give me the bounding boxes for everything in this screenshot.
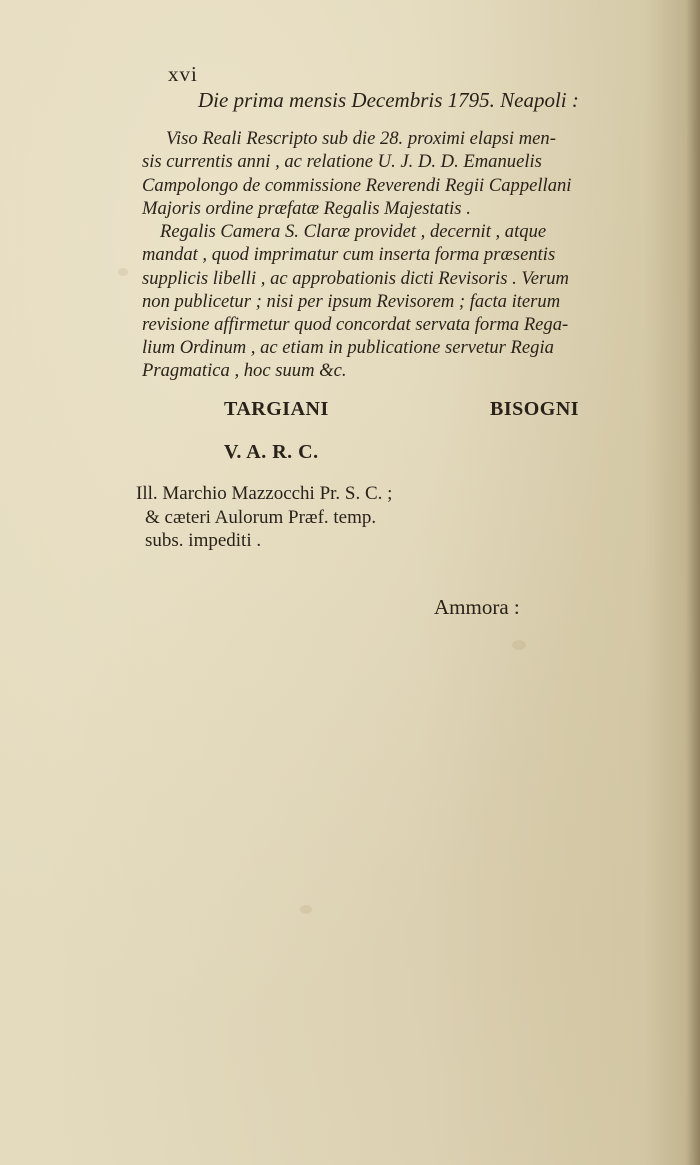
decree-date-heading: Die prima mensis Decembris 1795. Neapoli :: [198, 88, 579, 112]
signature-right: BISOGNI: [490, 398, 580, 420]
foxing-spot: [512, 640, 526, 650]
text-line: Viso Reali Rescripto sub die 28. proximi elapsi men-: [166, 128, 556, 149]
text-line: Ill. Marchio Mazzocchi Pr. S. C. ;: [136, 483, 393, 504]
foxing-spot: [300, 905, 312, 914]
text-line: subs. impediti .: [145, 530, 262, 551]
text-line: Pragmatica , hoc suum &c.: [142, 360, 347, 381]
text-line: revisione affirmetur quod concordat servata forma Rega-: [142, 314, 569, 335]
text-line: supplicis libelli , ac approbationis dicti Revisoris . Verum: [142, 268, 569, 289]
text-line: lium Ordinum , ac etiam in publicatione servetur Regia: [142, 337, 554, 358]
text-line: Majoris ordine præfatæ Regalis Majestatis .: [142, 198, 471, 219]
text-line: mandat , quod imprimatur cum inserta forma præsentis: [142, 244, 556, 265]
text-line: & cæteri Aulorum Præf. temp.: [145, 507, 377, 528]
text-line: Regalis Camera S. Claræ providet , decernit , atque: [160, 221, 547, 242]
signature-left: TARGIANI: [224, 398, 329, 420]
foxing-spot: [118, 268, 128, 276]
page-gutter-shadow: [686, 0, 700, 1165]
text-line: non publicetur ; nisi per ipsum Revisorem ; facta iterum: [142, 291, 561, 312]
abbreviation-varc: V. A. R. C.: [224, 441, 319, 463]
text-line: sis currentis anni , ac relatione U. J. D. D. Emanuelis: [142, 151, 542, 172]
text-line: Campolongo de commissione Reverendi Regii Cappellani: [142, 175, 572, 196]
signoff-ammora: Ammora :: [434, 595, 520, 619]
page-number: xvi: [168, 62, 198, 86]
